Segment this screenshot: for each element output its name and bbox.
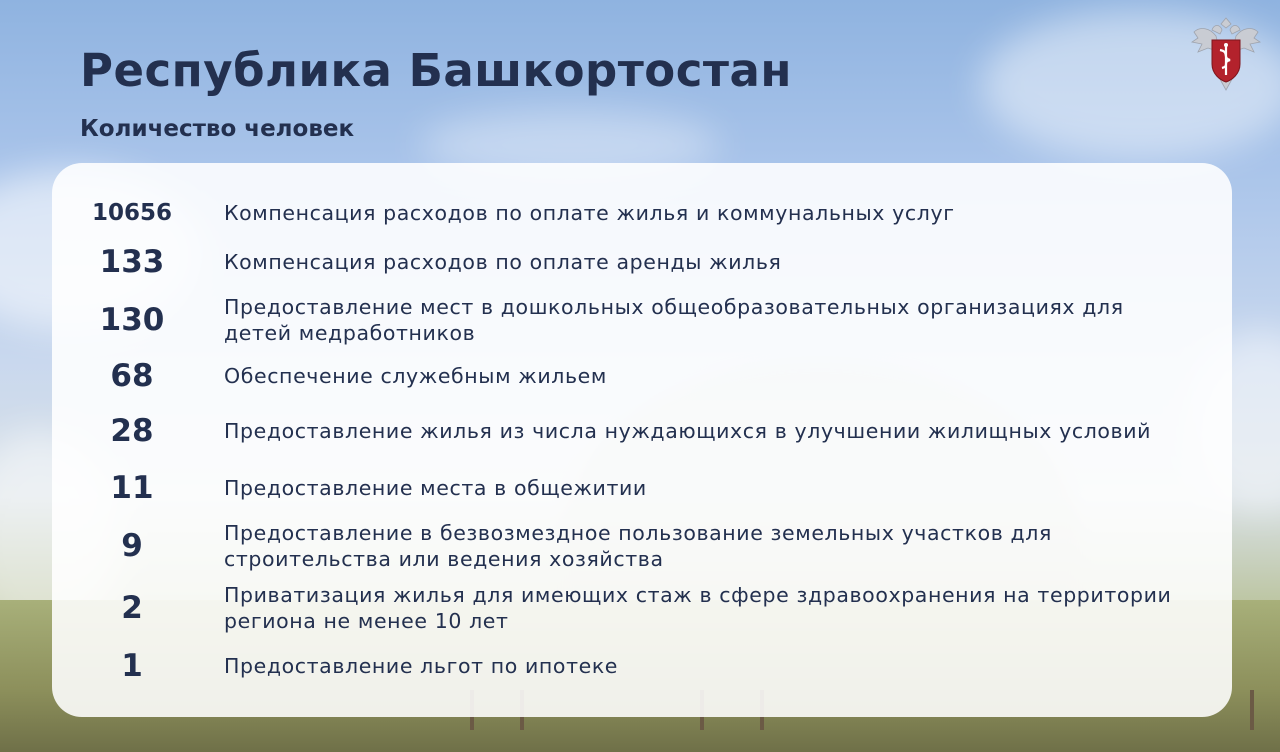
list-item [52,241,1232,283]
list-item [52,578,1232,638]
item-label: Предоставление мест в дошкольных общеобразовательных организациях для детей медработников [224,295,1124,345]
list-item [52,290,1232,350]
list-item [52,644,1232,688]
list-item [52,466,1232,510]
page-subtitle: Количество человек [80,116,355,142]
item-label: Приватизация жилья для имеющих стаж в сфере здравоохранения на территории региона не менее 10 лет [224,583,1172,633]
item-count: 10656 [91,200,173,226]
double-headed-eagle-emblem-icon [1186,12,1266,96]
item-count: 2 [121,590,143,626]
page-title: Республика Башкортостан [80,44,792,97]
item-count: 133 [99,244,165,280]
item-label: Обеспечение служебным жильем [224,364,607,388]
list-item [52,193,1232,233]
item-label: Предоставление места в общежитии [224,476,647,500]
list-item [52,354,1232,398]
item-label: Компенсация расходов по оплате аренды жилья [224,250,782,274]
item-count: 28 [110,413,154,449]
item-count: 11 [110,470,154,506]
list-item [52,516,1232,576]
item-count: 9 [121,528,143,564]
item-count: 68 [110,358,154,394]
item-label: Предоставление льгот по ипотеке [224,654,619,678]
item-label: Предоставление в безвозмездное пользование земельных участков для строительства или ведения хозяйства [224,521,1052,571]
item-count: 1 [121,648,143,684]
fence-post [1250,690,1254,730]
list-item [52,401,1232,461]
item-label: Компенсация расходов по оплате жилья и коммунальных услуг [224,201,955,225]
item-label: Предоставление жилья из числа нуждающихся в улучшении жилищных условий [224,419,1152,443]
item-count: 130 [99,302,165,338]
info-panel [52,163,1232,717]
